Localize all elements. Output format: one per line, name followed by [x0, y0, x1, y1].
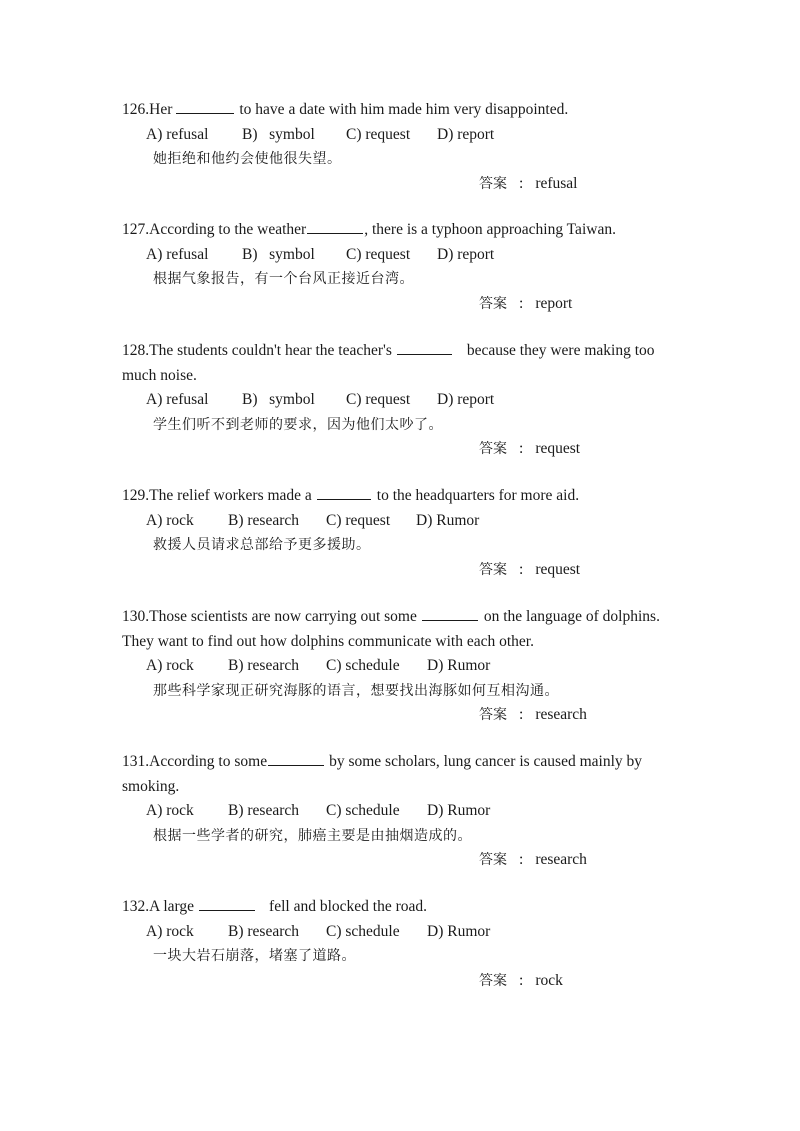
option-a: A) refusal — [146, 391, 209, 408]
answer-blank — [397, 340, 452, 355]
stem-text-after: fell and blocked the road. — [269, 898, 427, 915]
option-d: D) report — [437, 391, 495, 408]
option-b: B) research — [228, 511, 299, 529]
options-row — [122, 654, 692, 679]
question-127 — [122, 218, 692, 316]
option-d: D) Rumor — [427, 657, 491, 674]
option-a: A) rock — [146, 511, 194, 529]
answer-label: 答案 — [479, 561, 507, 578]
chinese-translation: 根据气象报告，有一个台风正接近台湾。 — [153, 271, 414, 287]
option-a: A) rock — [146, 922, 194, 940]
stem-text-before: 130.Those scientists are now carrying out some — [122, 608, 417, 625]
answer-blank — [176, 99, 234, 114]
answer-value: rock — [535, 971, 563, 989]
answer-label: 答案 — [479, 175, 507, 192]
option-b: B) symbol — [242, 391, 315, 408]
question-stem-continued: much noise. — [122, 366, 197, 384]
question-stem — [122, 605, 692, 630]
question-129 — [122, 484, 692, 582]
option-c: C) request — [346, 391, 411, 408]
answer-line — [122, 558, 692, 583]
option-b: B) research — [228, 802, 299, 819]
answer-colon: : — [519, 971, 524, 989]
answer-line — [122, 172, 692, 197]
question-131 — [122, 750, 692, 873]
answer-label: 答案 — [479, 707, 507, 723]
option-c: C) request — [346, 245, 411, 263]
question-stem — [122, 895, 692, 920]
chinese-translation: 救援人员请求总部给予更多援助。 — [153, 537, 371, 553]
stem-text-before: 126.Her — [122, 101, 173, 118]
stem-text-after: on the language of dolphins. — [483, 608, 660, 625]
answer-line — [122, 437, 692, 462]
question-stem — [122, 98, 692, 123]
answer-line — [122, 848, 692, 873]
stem-text-before: 127.According to the weather — [122, 221, 307, 238]
answer-blank — [307, 219, 363, 234]
question-128 — [122, 339, 692, 462]
option-b: B) research — [228, 922, 299, 940]
option-d: D) report — [437, 125, 495, 143]
options-row — [122, 243, 692, 268]
answer-label: 答案 — [479, 441, 507, 457]
option-d: D) report — [437, 245, 495, 263]
option-c: C) schedule — [326, 802, 400, 819]
stem-text-after: to have a date with him made him very disappointed. — [239, 101, 569, 118]
chinese-translation: 那些科学家现正研究海豚的语言，想要找出海豚如何互相沟通。 — [153, 682, 559, 699]
answer-colon: : — [519, 440, 524, 457]
answer-value: refusal — [535, 174, 578, 192]
option-a: A) refusal — [146, 245, 209, 263]
question-stem — [122, 339, 692, 364]
option-d: D) Rumor — [427, 802, 491, 819]
option-a: A) rock — [146, 802, 194, 819]
question-stem-continued: They want to find out how dolphins communicate with each other. — [122, 632, 534, 650]
question-stem-continued: smoking. — [122, 777, 180, 795]
stem-text-after: , there is a typhoon approaching Taiwan. — [364, 221, 616, 238]
stem-text-before: 132.A large — [122, 898, 195, 915]
option-c: C) schedule — [326, 657, 400, 674]
question-126 — [122, 98, 692, 196]
answer-value: research — [535, 851, 587, 868]
question-stem — [122, 750, 692, 775]
answer-value: request — [535, 560, 581, 578]
answer-blank — [422, 606, 478, 621]
answer-colon: : — [519, 706, 524, 723]
option-c: C) request — [346, 125, 411, 143]
option-b: B) symbol — [242, 125, 315, 143]
stem-text-before: 131.According to some — [122, 753, 268, 770]
stem-text-before: 129.The relief workers made a — [122, 487, 312, 504]
question-stem — [122, 218, 692, 243]
option-a: A) rock — [146, 657, 194, 674]
answer-blank — [268, 751, 324, 766]
answer-value: request — [535, 440, 581, 457]
option-b: B) research — [228, 657, 299, 674]
answer-line — [122, 969, 692, 994]
answer-label: 答案 — [479, 295, 507, 312]
answer-colon: : — [519, 174, 524, 192]
answer-blank — [317, 485, 371, 500]
chinese-translation: 学生们听不到老师的要求，因为他们太吵了。 — [153, 416, 443, 433]
stem-text-after: by some scholars, lung cancer is caused mainly by — [329, 753, 643, 770]
options-row — [122, 799, 692, 824]
answer-value: research — [535, 706, 587, 723]
answer-line — [122, 292, 692, 317]
option-c: C) request — [326, 511, 391, 529]
option-d: D) Rumor — [427, 922, 491, 940]
stem-text-before: 128.The students couldn't hear the teacher's — [122, 342, 392, 359]
answer-label: 答案 — [479, 972, 507, 989]
chinese-translation: 一块大岩石崩落，堵塞了道路。 — [153, 948, 356, 964]
answer-line — [122, 703, 692, 728]
option-c: C) schedule — [326, 922, 400, 940]
options-row — [122, 123, 692, 148]
answer-colon: : — [519, 851, 524, 868]
option-d: D) Rumor — [416, 511, 480, 529]
answer-colon: : — [519, 560, 524, 578]
question-132 — [122, 895, 692, 993]
answer-blank — [199, 896, 255, 911]
stem-text-after: to the headquarters for more aid. — [376, 487, 580, 504]
question-stem — [122, 484, 692, 509]
options-row — [122, 509, 692, 534]
answer-colon: : — [519, 294, 524, 312]
options-row — [122, 388, 692, 413]
option-a: A) refusal — [146, 125, 209, 143]
chinese-translation: 根据一些学者的研究，肺癌主要是由抽烟造成的。 — [153, 827, 472, 844]
answer-label: 答案 — [479, 852, 507, 868]
answer-value: report — [535, 294, 573, 312]
option-b: B) symbol — [242, 245, 315, 263]
question-130 — [122, 605, 692, 728]
options-row — [122, 920, 692, 945]
stem-text-after: because they were making too — [466, 342, 655, 359]
chinese-translation: 她拒绝和他约会使他很失望。 — [153, 151, 342, 167]
